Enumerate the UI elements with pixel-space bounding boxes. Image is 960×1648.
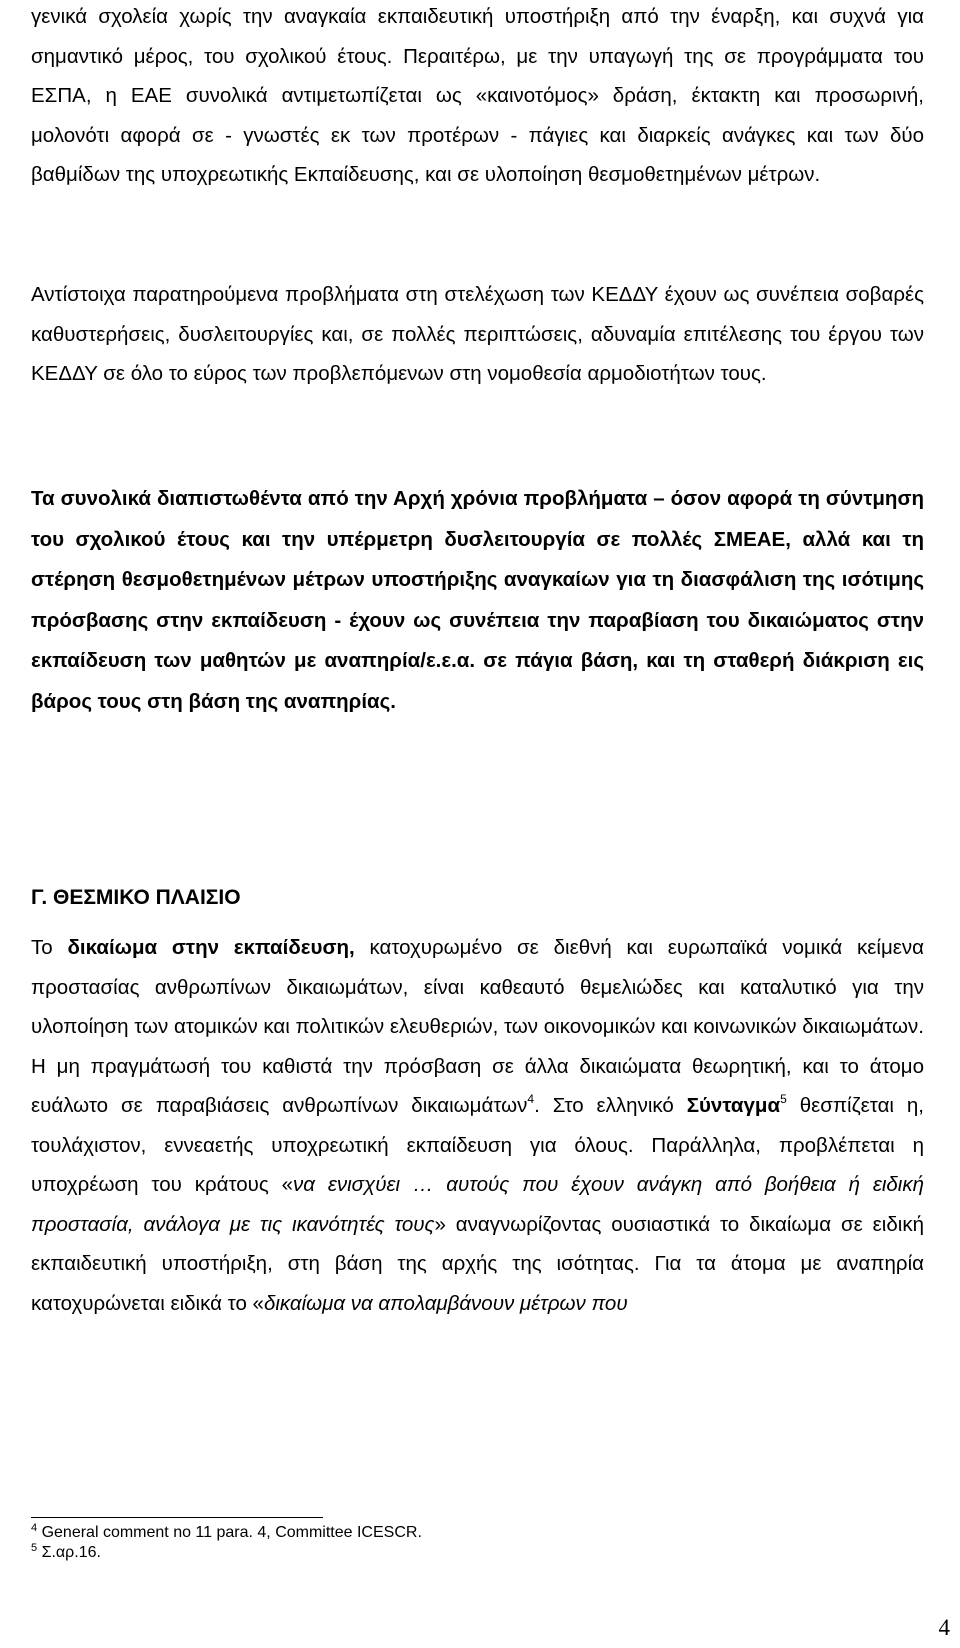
section-heading: Γ. ΘΕΣΜΙΚΟ ΠΛΑΙΣΙΟ	[31, 886, 241, 909]
footnote-5: $^5$ Σ.αρ.16.	[31, 1542, 101, 1561]
paragraph-findings-bold: Τα συνολικά διαπιστωθέντα από την Αρχή χρόνια προβλήματα – όσον αφορά τη σύντμηση του σχολικού έτους και την υπέρμετρη δυσλειτουργία σε πολλές ΣΜΕΑΕ, αλλά και τη στέρηση θεσμοθετημένων μέτρων υποστήριξης αναγκαίων για τη διασφάλιση της ισότιμης πρόσβασης στην εκπαίδευση - έχουν ως συνέπεια την παραβίαση του δικαιώματος στην εκπαίδευση των μαθητών με αναπηρία/ε.ε.α. σε πάγια βάση, και τη σταθερή διάκριση εις βάρος τους στη βάση της αναπηρίας.	[31, 487, 924, 713]
paragraph-keddy: Αντίστοιχα παρατηρούμενα προβλήματα στη στελέχωση των ΚΕΔΔΥ έχουν ως συνέπεια σοβαρές καθυστερήσεις, δυσλειτουργίες και, σε πολλές περιπτώσεις, αδυναμία επιτέλεσης του έργου των ΚΕΔΔΥ σε όλο το εύρος των προβλεπόμενων στη νομοθεσία αρμοδιοτήτων τους.	[31, 283, 924, 385]
paragraph-esp-a: γενικά σχολεία χωρίς την αναγκαία εκπαιδευτική υποστήριξη από την έναρξη, και συχνά για σημαντικό μέρος, του σχολικού έτους. Περαιτέρω, με την υπαγωγή της σε προγράμματα του ΕΣΠΑ, η ΕΑΕ συνολικά αντιμετωπίζεται ως «καινοτόμος» δράση, έκτακτη και προσωρινή, μολονότι αφορά σε - γνωστές εκ των προτέρων - πάγιες και διαρκείς ανάγκες και των δύο βαθμίδων της υποχρεωτικής Εκπαίδευσης, και σε υλοποίηση θεσμοθετημένων μέτρων.	[31, 5, 924, 186]
footnote-ref-4[interactable]: 4	[527, 1092, 535, 1106]
quote-disability-right: δικαίωμα να απολαμβάνουν μέτρων που	[263, 1291, 628, 1315]
emphasis-right-to-education: δικαίωμα στην εκπαίδευση,	[67, 936, 355, 959]
page-number: 4	[938, 1615, 950, 1640]
quote-state-obligation: να ενισχύει … αυτούς που έχουν ανάγκη από βοήθεια ή ειδική προστασία, ανάλογα με τις ικανότητές τους	[31, 1173, 924, 1236]
emphasis-constitution: Σύνταγμα	[686, 1094, 781, 1117]
footnote-ref-5[interactable]: 5	[780, 1092, 787, 1106]
footnote-4: $^4$ General comment no 11 para. 4, Committee ICESCR.	[31, 1522, 422, 1541]
paragraph-legal-framework: Το δικαίωμα στην εκπαίδευση, κατοχυρωμένο σε διεθνή και ευρωπαϊκά νομικά κείμενα προστασίας ανθρωπίνων δικαιωμάτων, είναι καθεαυτό θεμελιώδες και καταλυτικό για την υλοποίηση των ατομικών και πολιτικών ελευθεριών, των οικονομικών και κοινωνικών δικαιωμάτων. Η μη πραγμάτωσή του καθιστά την πρόσβαση σε άλλα δικαιώματα θεωρητική, και το άτομο ευάλωτο σε παραβιάσεις ανθρωπίνων δικαιωμάτων$^4$. Στο ελληνικό Σύνταγμα$^5$ θεσπίζεται η, τουλάχιστον, εννεαετής υποχρεωτική εκπαίδευση για όλους. Παράλληλα, προβλέπεται η υποχρέωση του κράτους «να ενισχύει … αυτούς που έχουν ανάγκη από βοήθεια ή ειδική προστασία, ανάλογα με τις ικανότητές τους» αναγνωρίζοντας ουσιαστικά το δικαίωμα σε ειδική εκπαιδευτική υποστήριξη, στη βάση της αρχής της ισότητας. Για τα άτομα με αναπηρία κατοχυρώνεται ειδικά το «δικαίωμα να απολαμβάνουν μέτρων που	[31, 936, 924, 1315]
footnote-separator	[31, 1517, 323, 1518]
